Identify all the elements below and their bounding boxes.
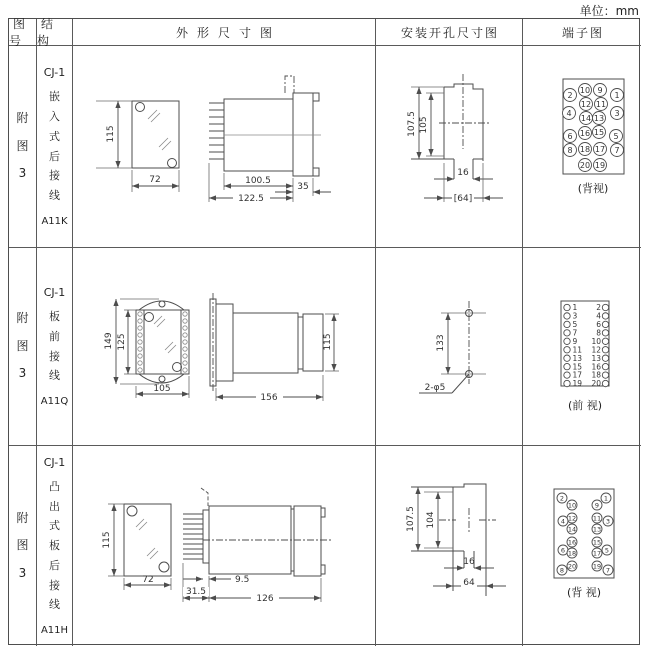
- svg-text:18: 18: [591, 370, 601, 380]
- svg-text:3: 3: [614, 108, 620, 118]
- terminal-cell-a11q: [523, 248, 641, 446]
- svg-text:9: 9: [572, 336, 578, 346]
- svg-text:13: 13: [592, 525, 602, 534]
- svg-text:3: 3: [605, 517, 611, 526]
- svg-text:15: 15: [593, 127, 605, 137]
- terminal-cell-a11k: [523, 46, 641, 248]
- svg-text:16: 16: [567, 538, 577, 547]
- fig-label: 附图3: [16, 510, 29, 580]
- outline-cell-a11q: [73, 248, 376, 446]
- svg-text:15: 15: [592, 538, 602, 547]
- svg-text:6: 6: [567, 131, 573, 141]
- outline-cell-a11k: [73, 46, 376, 248]
- install-drawing-a11k: [376, 46, 523, 248]
- svg-text:17: 17: [592, 549, 602, 558]
- front-view: [102, 504, 171, 590]
- dim-107-5: 107.5: [407, 111, 417, 137]
- install-drawing-a11h: [376, 446, 523, 646]
- model-label: CJ-1: [43, 66, 66, 80]
- svg-text:5: 5: [572, 320, 578, 329]
- svg-text:12: 12: [591, 345, 601, 355]
- header-fig-no: 图号: [9, 19, 37, 46]
- dim-100-5: 100.5: [245, 176, 271, 186]
- dimension-table: [8, 18, 640, 645]
- svg-text:19: 19: [594, 160, 606, 170]
- svg-text:11: 11: [592, 514, 602, 523]
- svg-text:14: 14: [580, 113, 592, 123]
- dim-105: 105: [419, 116, 429, 134]
- terminal-drawing-a11k: [523, 46, 641, 248]
- svg-text:8: 8: [596, 328, 601, 338]
- svg-text:18: 18: [579, 144, 591, 154]
- dim-64: [64]: [453, 194, 473, 204]
- svg-text:6: 6: [560, 546, 566, 555]
- dim-122-5: 122.5: [238, 194, 264, 204]
- front-view: [104, 299, 189, 398]
- fig-label: 附图3: [16, 111, 29, 181]
- header-structure: 结构: [37, 19, 73, 46]
- mount-label: 凸出式板后接线: [49, 479, 60, 612]
- dim-72: 72: [149, 175, 161, 185]
- structure-cell-a11k: [37, 46, 73, 248]
- dim-126: 126: [256, 594, 274, 604]
- header-outline: 外形尺寸图: [73, 19, 376, 46]
- structure-cell-a11h: [37, 446, 73, 646]
- dim-115: 115: [323, 333, 333, 351]
- svg-text:2: 2: [596, 303, 601, 313]
- svg-text:15: 15: [572, 362, 583, 372]
- install-drawing-a11q: [376, 248, 523, 446]
- dim-31-5: 31.5: [185, 587, 207, 597]
- svg-text:11: 11: [572, 345, 583, 355]
- outline-drawing-a11k: [73, 46, 376, 248]
- unit-note: 单位：mm: [579, 4, 639, 18]
- svg-text:10: 10: [579, 85, 591, 95]
- mount-label: 嵌入式后接线: [49, 90, 60, 203]
- svg-text:3: 3: [572, 311, 578, 321]
- code-label: A11K: [41, 215, 68, 227]
- svg-text:1: 1: [572, 303, 578, 313]
- center-marks: [439, 508, 496, 532]
- svg-text:6: 6: [596, 320, 601, 329]
- svg-text:5: 5: [613, 131, 619, 141]
- terminal-cell-a11h: [523, 446, 641, 646]
- svg-text:16: 16: [579, 128, 591, 138]
- terminal-grid: [557, 493, 613, 575]
- dim-149: 149: [104, 332, 114, 350]
- svg-text:7: 7: [572, 328, 578, 338]
- code-label: A11Q: [40, 396, 69, 408]
- header-install: 安装开孔尺寸图: [376, 19, 523, 46]
- view-label: (前 视): [567, 399, 603, 412]
- svg-text:4: 4: [560, 517, 566, 526]
- dim-72: 72: [142, 575, 154, 585]
- outline-drawing-a11h: [73, 446, 376, 646]
- model-label: CJ-1: [43, 455, 66, 469]
- svg-text:14: 14: [567, 525, 577, 534]
- svg-text:17: 17: [594, 144, 606, 154]
- svg-text:13: 13: [593, 113, 605, 123]
- svg-text:10: 10: [591, 336, 601, 346]
- header-terminal: 端子图: [523, 19, 641, 46]
- svg-text:13: 13: [591, 353, 601, 363]
- dim-115: 115: [106, 125, 116, 143]
- dim-9-5: 9.5: [235, 575, 250, 585]
- install-cell-a11q: [376, 248, 523, 446]
- fig-cell-a11h: [9, 446, 37, 646]
- dim-16: 16: [463, 557, 475, 567]
- svg-text:12: 12: [580, 99, 592, 109]
- side-view: [183, 488, 331, 604]
- svg-text:13: 13: [572, 353, 583, 363]
- dim-107-5: 107.5: [406, 506, 416, 532]
- dim-104: 104: [426, 511, 436, 529]
- svg-text:8: 8: [567, 145, 573, 155]
- fig-cell-a11q: [9, 248, 37, 446]
- svg-text:11: 11: [595, 99, 607, 109]
- svg-text:17: 17: [572, 370, 583, 380]
- view-label: (背 视): [566, 586, 602, 599]
- fig-cell-a11k: [9, 46, 37, 248]
- outline-cell-a11h: [73, 446, 376, 646]
- install-cell-a11h: [376, 446, 523, 646]
- structure-cell-a11q: [37, 248, 73, 446]
- svg-text:20: 20: [579, 160, 591, 170]
- svg-text:4: 4: [596, 311, 601, 321]
- svg-text:16: 16: [591, 362, 601, 372]
- dim-64: 64: [463, 578, 475, 588]
- dim-2phi5: 2-φ5: [424, 383, 446, 393]
- svg-text:20: 20: [591, 379, 601, 389]
- front-view: [96, 101, 179, 192]
- svg-text:20: 20: [567, 562, 577, 571]
- fig-label: 附图3: [16, 311, 29, 381]
- mount-label: 板前接线: [49, 309, 60, 383]
- dim-125: 125: [117, 333, 127, 351]
- svg-text:2: 2: [559, 494, 565, 503]
- terminal-list: [564, 303, 609, 388]
- terminal-drawing-a11q: [523, 248, 641, 446]
- dim-16: 16: [457, 168, 469, 178]
- svg-text:7: 7: [605, 566, 611, 575]
- terminal-grid: [563, 84, 624, 172]
- code-label: A11H: [40, 625, 69, 637]
- svg-text:18: 18: [567, 549, 577, 558]
- svg-text:8: 8: [559, 566, 565, 575]
- outline-drawing-a11q: [73, 248, 376, 446]
- svg-text:2: 2: [567, 90, 573, 100]
- svg-text:5: 5: [604, 546, 610, 555]
- dim-156: 156: [260, 393, 278, 403]
- side-view: [210, 293, 339, 403]
- dim-105: 105: [153, 384, 171, 394]
- side-view: [209, 76, 331, 204]
- model-label: CJ-1: [43, 285, 66, 299]
- svg-text:12: 12: [567, 514, 577, 523]
- dim-115: 115: [102, 531, 112, 549]
- svg-text:1: 1: [614, 90, 620, 100]
- svg-text:4: 4: [566, 108, 572, 118]
- svg-text:9: 9: [594, 501, 600, 510]
- svg-text:19: 19: [572, 379, 583, 389]
- svg-text:1: 1: [603, 494, 609, 503]
- svg-text:19: 19: [592, 562, 602, 571]
- svg-text:10: 10: [567, 501, 577, 510]
- install-cell-a11k: [376, 46, 523, 248]
- svg-text:9: 9: [597, 85, 603, 95]
- svg-text:7: 7: [614, 145, 620, 155]
- dim-133: 133: [436, 334, 446, 352]
- dim-35: 35: [297, 182, 309, 192]
- view-label: (背视): [577, 182, 609, 195]
- terminal-drawing-a11h: [523, 446, 641, 646]
